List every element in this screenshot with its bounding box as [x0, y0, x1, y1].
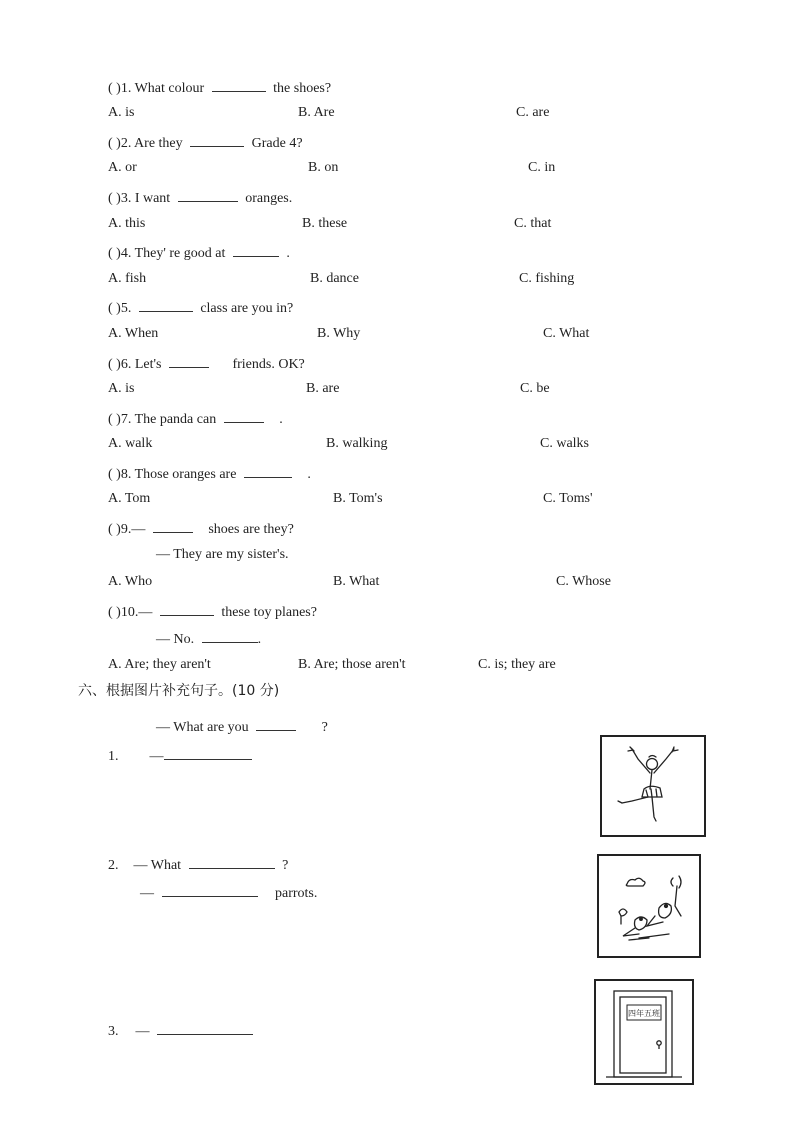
q7-option-a: A. walk: [108, 436, 153, 451]
section-6-intro: [156, 716, 328, 737]
item-2-line-1-blank[interactable]: [189, 854, 275, 869]
q10-option-c: C. is; they are: [478, 657, 556, 672]
question-10-suffix: these toy planes?: [221, 605, 317, 620]
question-7-blank[interactable]: [224, 408, 264, 423]
q1-option-b: B. Are: [298, 105, 335, 120]
parrots-picture: [597, 854, 701, 958]
item-3-dash: —: [135, 1024, 150, 1039]
item-2-line-1-prefix: — What: [133, 858, 182, 873]
q5-option-a: A. When: [108, 326, 159, 341]
question-3-suffix: oranges.: [245, 191, 293, 206]
question-2-blank[interactable]: [190, 132, 244, 147]
q6-option-c: C. be: [520, 381, 550, 396]
item-1-dash: —: [149, 749, 164, 764]
question-1-prefix: ( )1. What colour: [108, 81, 205, 96]
question-5: [108, 297, 293, 318]
item-3-number: 3.: [108, 1024, 119, 1039]
q2-option-c: C. in: [528, 160, 556, 175]
q4-option-b: B. dance: [310, 271, 359, 286]
q5-option-b: B. Why: [317, 326, 361, 341]
question-9-answer-line: — They are my sister's.: [156, 547, 289, 562]
question-8-blank[interactable]: [244, 463, 292, 478]
question-10-prefix: ( )10.—: [108, 605, 153, 620]
question-10: [108, 601, 317, 622]
q6-option-a: A. is: [108, 381, 135, 396]
q9-option-b: B. What: [333, 574, 380, 589]
question-8-suffix: .: [307, 467, 311, 482]
question-6-prefix: ( )6. Let's: [108, 357, 162, 372]
classroom-door-picture: [594, 979, 694, 1085]
section-6-item-2-line-2: [140, 882, 317, 903]
section-6-intro-prefix: — What are you: [156, 720, 249, 735]
question-2-prefix: ( )2. Are they: [108, 136, 183, 151]
q7-option-b: B. walking: [326, 436, 388, 451]
q4-option-a: A. fish: [108, 271, 147, 286]
q4-option-c: C. fishing: [519, 271, 575, 286]
question-1: [108, 77, 331, 98]
question-8-prefix: ( )8. Those oranges are: [108, 467, 237, 482]
question-6-blank[interactable]: [169, 353, 209, 368]
door-icon: [596, 981, 692, 1083]
question-9-suffix: shoes are they?: [208, 522, 294, 537]
q1-option-c: C. are: [516, 105, 550, 120]
section-6-title: 六、根据图片补充句子。(10 分): [78, 683, 280, 699]
q8-option-c: C. Toms': [543, 491, 593, 506]
question-6: [108, 353, 305, 374]
item-2-line-2-prefix: —: [140, 886, 154, 901]
dancing-girl-icon: [602, 737, 704, 835]
question-7: [108, 408, 283, 429]
item-1-blank[interactable]: [164, 745, 252, 760]
q3-option-b: B. these: [302, 216, 348, 231]
q7-option-c: C. walks: [540, 436, 589, 451]
question-3-blank[interactable]: [178, 187, 238, 202]
question-9-blank[interactable]: [153, 518, 193, 533]
door-sign-text: 四年五班: [628, 1009, 660, 1018]
item-2-line-1-suffix: ?: [282, 858, 289, 873]
item-3-blank[interactable]: [157, 1020, 253, 1035]
question-4: [108, 242, 290, 263]
question-4-suffix: .: [286, 246, 290, 261]
question-10-answer-line: [156, 628, 261, 649]
q9-option-c: C. Whose: [556, 574, 611, 589]
question-5-suffix: class are you in?: [200, 301, 294, 316]
question-10-answer-prefix: — No.: [156, 632, 195, 647]
q2-option-a: A. or: [108, 160, 137, 175]
question-10-answer-suffix: .: [257, 632, 262, 647]
q2-option-b: B. on: [308, 160, 339, 175]
section-6-item-1: [108, 745, 256, 766]
question-2-suffix: Grade 4?: [251, 136, 303, 151]
question-4-prefix: ( )4. They' re good at: [108, 246, 226, 261]
question-8: [108, 463, 311, 484]
question-9: [108, 518, 294, 539]
item-2-line-2-suffix: parrots.: [275, 886, 318, 901]
q3-option-a: A. this: [108, 216, 146, 231]
section-6-intro-blank[interactable]: [256, 716, 296, 731]
question-1-suffix: the shoes?: [273, 81, 332, 96]
question-2: [108, 132, 303, 153]
dancing-girl-picture: [600, 735, 706, 837]
section-6-intro-suffix: ?: [321, 720, 328, 735]
question-10-answer-blank[interactable]: [202, 628, 258, 643]
q9-option-a: A. Who: [108, 574, 153, 589]
q10-option-a: A. Are; they aren't: [108, 657, 211, 672]
question-1-blank[interactable]: [212, 77, 266, 92]
q1-option-a: A. is: [108, 105, 135, 120]
q8-option-b: B. Tom's: [333, 491, 383, 506]
q6-option-b: B. are: [306, 381, 340, 396]
parrots-icon: [599, 856, 699, 956]
q3-option-c: C. that: [514, 216, 552, 231]
question-9-prefix: ( )9.—: [108, 522, 146, 537]
q5-option-c: C. What: [543, 326, 590, 341]
item-1-number: 1.: [108, 749, 119, 764]
question-7-prefix: ( )7. The panda can: [108, 412, 217, 427]
question-4-blank[interactable]: [233, 242, 279, 257]
question-3: [108, 187, 292, 208]
section-6-item-3: [108, 1020, 257, 1041]
question-10-blank[interactable]: [160, 601, 214, 616]
item-2-number: 2.: [108, 858, 119, 873]
question-7-suffix: .: [279, 412, 283, 427]
item-2-line-2-blank[interactable]: [162, 882, 258, 897]
section-6-item-2-line-1: [108, 854, 288, 875]
question-6-suffix: friends. OK?: [232, 357, 305, 372]
question-5-prefix: ( )5.: [108, 301, 132, 316]
question-3-prefix: ( )3. I want: [108, 191, 171, 206]
q8-option-a: A. Tom: [108, 491, 151, 506]
question-5-blank[interactable]: [139, 297, 193, 312]
q10-option-b: B. Are; those aren't: [298, 657, 406, 672]
